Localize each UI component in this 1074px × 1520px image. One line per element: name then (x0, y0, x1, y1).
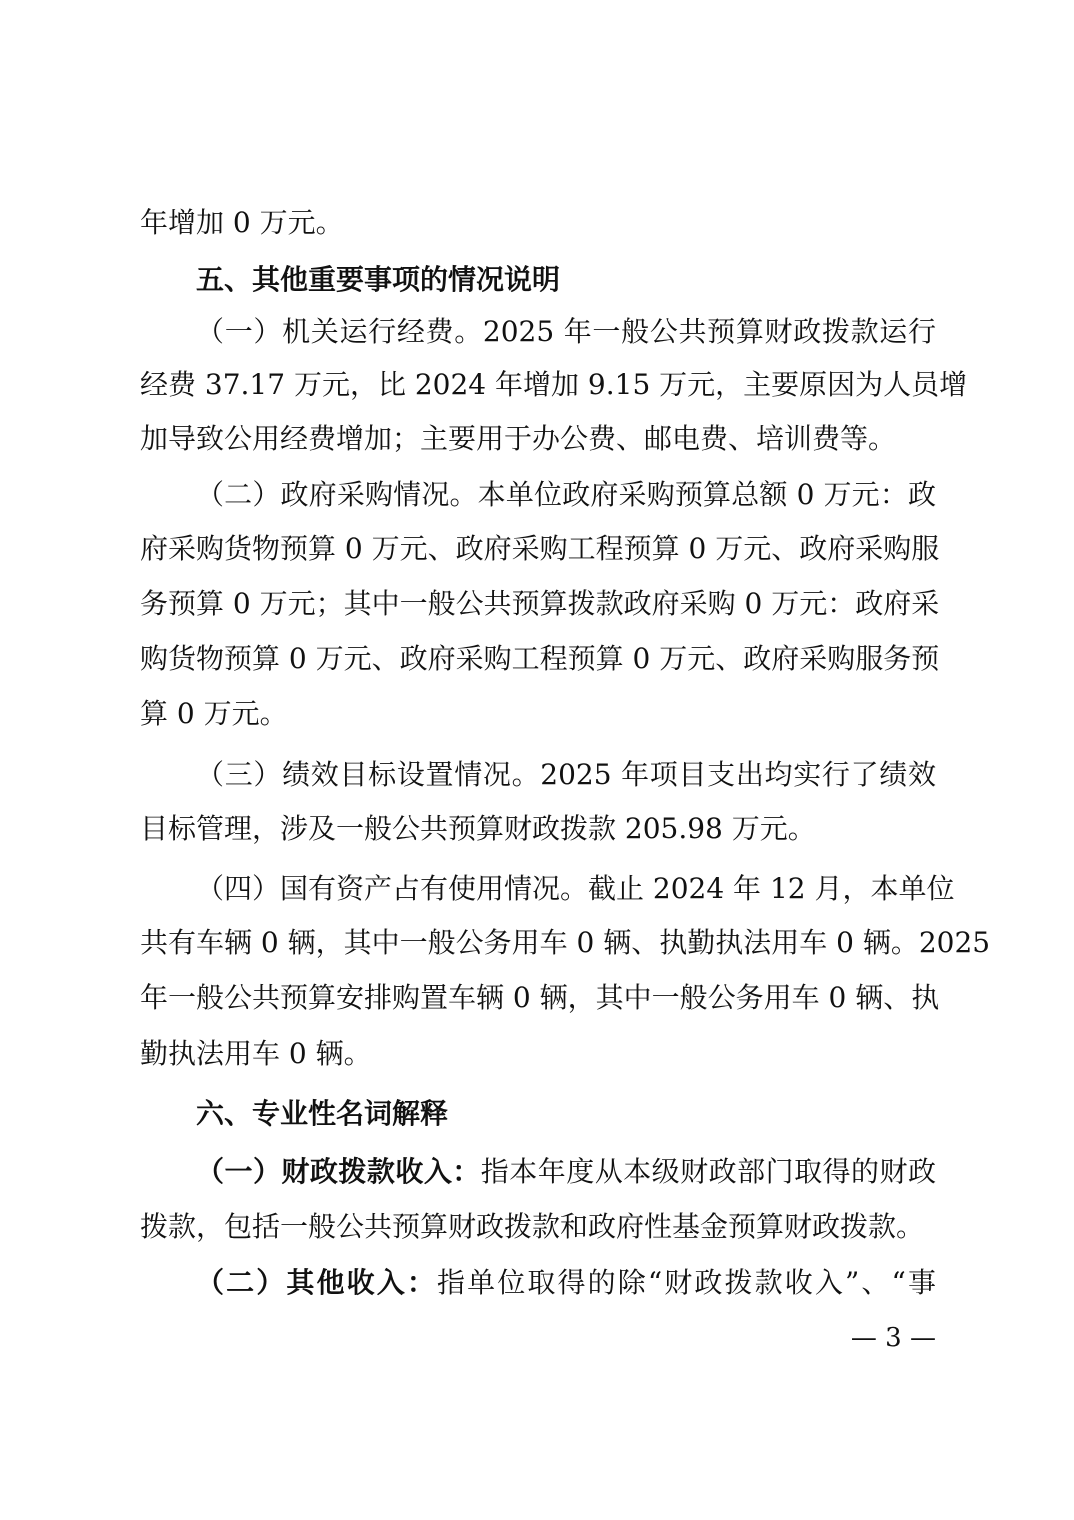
paragraph-line: 购货物预算 0 万元、政府采购工程预算 0 万元、政府采购服务预 (140, 642, 940, 675)
paragraph-line: 务预算 0 万元；其中一般公共预算拨款政府采购 0 万元：政府采 (140, 587, 940, 620)
paragraph-line (196, 312, 936, 352)
paragraph-line: 年一般公共预算安排购置车辆 0 辆，其中一般公务用车 0 辆、执 (140, 981, 940, 1014)
term-definition: 指本年度从本级财政部门取得的财政 (480, 1155, 936, 1188)
paragraph-line: 府采购货物预算 0 万元、政府采购工程预算 0 万元、政府采购服 (140, 532, 940, 565)
paragraph-line (196, 1263, 936, 1303)
paragraph-line: 拨款，包括一般公共预算财政拨款和政府性基金预算财政拨款。 (140, 1210, 925, 1243)
paragraph-line: 加导致公用经费增加；主要用于办公费、邮电费、培训费等。 (140, 422, 897, 455)
term-label: （一）财政拨款收入： (196, 1155, 481, 1188)
section-heading-6: 六、专业性名词解释 (196, 1097, 449, 1130)
paragraph-line: （三）绩效目标设置情况。2025 年项目支出均实行了绩效 (196, 758, 936, 791)
paragraph-line (196, 1152, 936, 1192)
paragraph-line: 年增加 0 万元。 (140, 206, 344, 239)
paragraph-line: （四）国有资产占有使用情况。截止 2024 年 12 月，本单位 (196, 872, 955, 905)
paragraph-line: 算 0 万元。 (140, 697, 288, 730)
item-text: 2025 年一般公共预算财政拨款运行 (482, 315, 936, 348)
page-number: — 3 — (850, 1323, 936, 1353)
item-label: （一）机关运行经费。 (196, 315, 483, 348)
paragraph-line: 目标管理，涉及一般公共预算财政拨款 205.98 万元。 (140, 812, 816, 845)
paragraph-line: 经费 37.17 万元，比 2024 年增加 9.15 万元，主要原因为人员增 (140, 368, 968, 401)
section-heading-5: 五、其他重要事项的情况说明 (196, 263, 561, 296)
paragraph-line: 勤执法用车 0 辆。 (140, 1037, 372, 1070)
paragraph-line: （二）政府采购情况。本单位政府采购预算总额 0 万元：政 (196, 478, 936, 511)
term-definition: 指单位取得的除“财政拨款收入”、“事 (436, 1266, 936, 1299)
paragraph-line: 共有车辆 0 辆，其中一般公务用车 0 辆、执勤执法用车 0 辆。2025 (140, 926, 991, 959)
term-label: （二）其他收入： (196, 1266, 437, 1299)
